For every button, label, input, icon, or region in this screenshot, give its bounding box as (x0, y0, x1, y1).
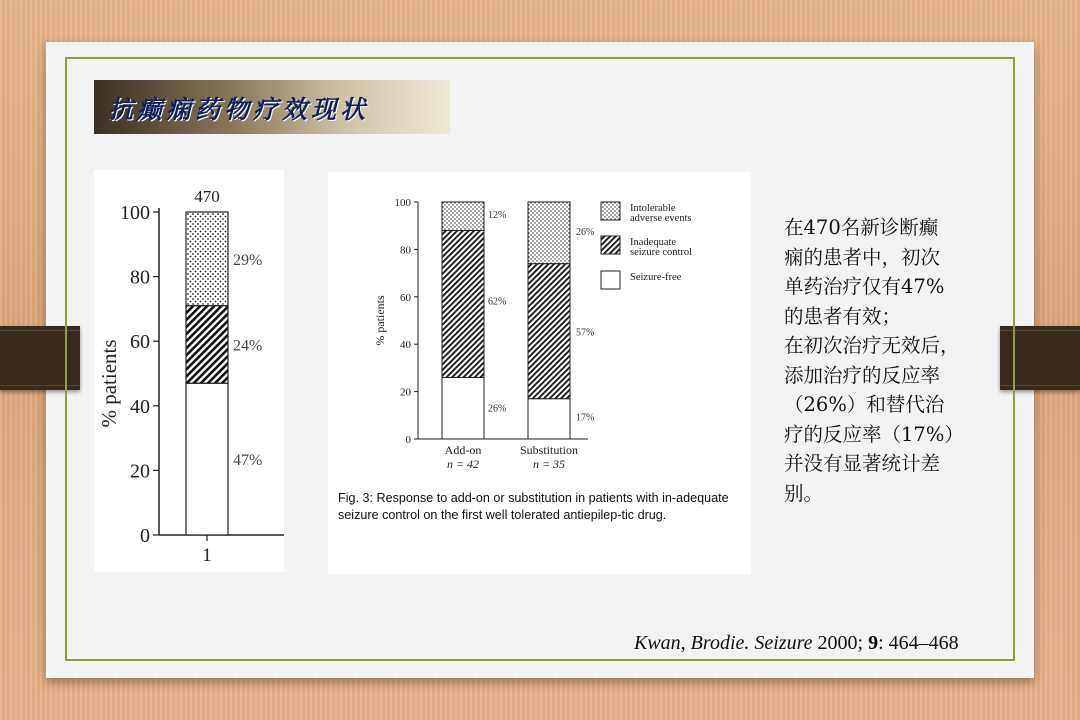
figure-caption: Fig. 3: Response to add-on or substitution in patients with in-adequate seizure control on the first well tolerated antiepilep-tic drug. (338, 491, 729, 522)
bar-n-label: n = 42 (446, 457, 480, 471)
title-banner (94, 80, 450, 134)
figure-panel-initial-therapy (94, 170, 284, 572)
legend-label: Inadequate (630, 237, 677, 248)
legend-label: seizure control (630, 247, 693, 258)
citation-journal: Seizure (754, 632, 813, 654)
summary-line: 添加治疗的反应率 (784, 363, 941, 387)
y-axis-label: % patients (373, 295, 387, 346)
segment-label: 47% (233, 452, 263, 470)
citation-volume: 9 (868, 632, 879, 654)
y-tick-label: 60 (130, 331, 150, 354)
summary-line: 在470名新诊断癫 (784, 216, 939, 239)
x-tick-label: Substitution (519, 443, 579, 457)
slide-title: 抗癫痫药物疗效现状 (108, 95, 370, 124)
bar-segment-dotted (442, 202, 484, 230)
citation-year: 2000; (812, 632, 869, 654)
summary-line: 的患者有效； (784, 304, 902, 328)
bar-segment-hatched (442, 230, 484, 377)
segment-label: 12% (488, 210, 507, 221)
bar-segment-dotted (528, 202, 570, 264)
summary-line: 单药治疗仅有47% (784, 275, 945, 298)
summary-line: 别。 (784, 481, 824, 505)
segment-label: 26% (488, 403, 507, 415)
legend-label: adverse events (630, 213, 692, 224)
bar-segment-hatched (528, 264, 570, 399)
summary-line: 痫的患者中，初次 (784, 245, 941, 269)
y-tick-label: 100 (120, 202, 150, 224)
y-tick-label: 100 (394, 197, 411, 209)
bar-segment-blank (186, 383, 228, 535)
x-tick-label: Add-on (444, 443, 482, 457)
legend-swatch-hatched (601, 236, 620, 254)
y-tick-label: 0 (140, 525, 150, 547)
legend-swatch-blank (601, 271, 620, 289)
chart-addon-substitution (328, 172, 751, 482)
x-tick-label: 1 (202, 545, 212, 566)
summary-line: 并没有显著统计差 (784, 452, 941, 475)
bar-segment-blank (528, 399, 570, 439)
legend-label: Seizure-free (630, 272, 682, 283)
y-tick-label: 20 (130, 460, 150, 483)
segment-label: 26% (576, 227, 595, 238)
segment-label: 29% (233, 251, 263, 269)
bar-segment-dotted (186, 212, 228, 306)
chart-initial-therapy (94, 170, 284, 572)
segment-label: 57% (576, 327, 595, 339)
y-tick-label: 80 (400, 244, 411, 257)
bar-segment-hatched (186, 306, 228, 384)
summary-line: 疗的反应率（17%） (784, 422, 964, 446)
legend-label: Intolerable (630, 203, 676, 214)
segment-label: 24% (233, 337, 263, 355)
figure-panel-addon-substitution (328, 172, 751, 574)
y-tick-label: 80 (130, 266, 150, 289)
y-tick-label: 40 (130, 395, 150, 418)
bar-top-label: 470 (194, 187, 220, 206)
y-tick-label: 40 (400, 339, 411, 352)
y-axis-label: % patients (97, 339, 121, 428)
y-tick-label: 0 (405, 434, 411, 446)
bar-n-label: n = 35 (532, 457, 566, 471)
bar-segment-blank (442, 377, 484, 439)
summary-line: （26%）和替代治 (784, 393, 945, 416)
citation-pages: : 464–468 (878, 632, 959, 654)
summary-line: 在初次治疗无效后， (784, 334, 960, 357)
citation (634, 632, 959, 655)
segment-label: 17% (576, 412, 595, 424)
y-tick-label: 60 (400, 291, 411, 304)
y-tick-label: 20 (400, 386, 411, 399)
segment-label: 62% (488, 296, 507, 308)
summary-text (784, 213, 994, 508)
legend-swatch-dotted (601, 202, 620, 220)
citation-authors: Kwan, Brodie. (634, 632, 755, 654)
